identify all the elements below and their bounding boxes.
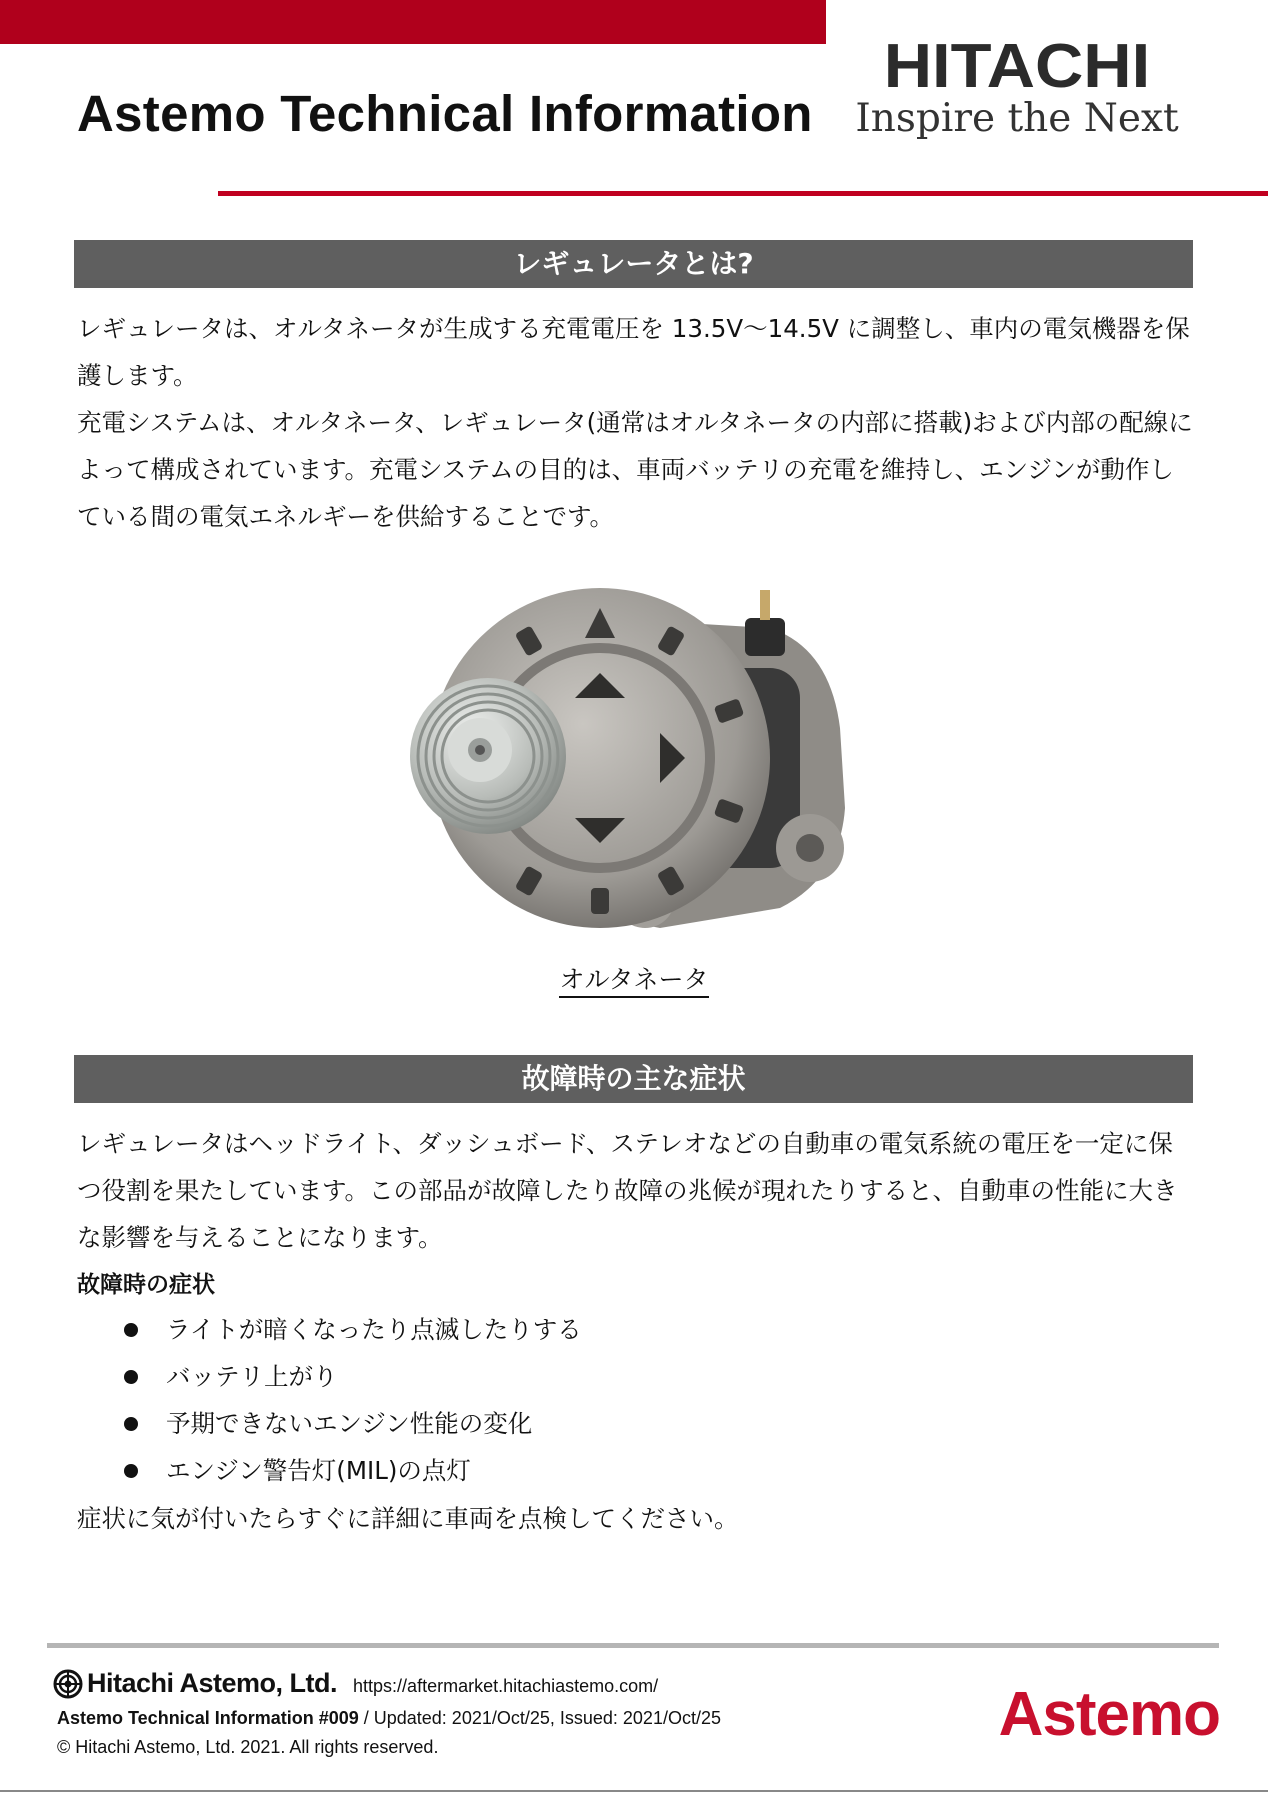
bottom-rule xyxy=(0,1790,1268,1792)
hitachi-logo xyxy=(832,34,1202,140)
section1-paragraph-1: レギュレータは、オルタネータが生成する充電電圧を 13.5V～14.5V に調整し、車内の電気機器を保護します。 xyxy=(77,314,1190,390)
section1-paragraph-2: 充電システムは、オルタネータ、レギュレータ(通常はオルタネータの内部に搭載)および内部の配線によって構成されています。充電システムの目的は、車両バッテリの充電を維持し、エンジンが動作している間の電気エネルギーを供給することです。 xyxy=(77,408,1193,531)
footer-company-name: Hitachi Astemo, Ltd. xyxy=(87,1668,338,1698)
footer-copyright: © Hitachi Astemo, Ltd. 2021. All rights reserved. xyxy=(57,1737,439,1757)
hitachi-logo-word: HITACHI xyxy=(883,32,1151,101)
bullet-icon xyxy=(124,1417,138,1431)
footer-dates: / Updated: 2021/Oct/25, Issued: 2021/Oct/25 xyxy=(358,1708,721,1728)
symptom-text: エンジン警告灯(MIL)の点灯 xyxy=(166,1456,471,1485)
header-divider xyxy=(218,191,1268,196)
bullet-icon xyxy=(124,1370,138,1384)
top-accent-bar xyxy=(0,0,826,44)
hitachi-mark-icon xyxy=(53,1669,83,1699)
page-title: Astemo Technical Information xyxy=(77,85,813,142)
bullet-icon xyxy=(124,1464,138,1478)
section2-paragraph: レギュレータはヘッドライト、ダッシュボード、ステレオなどの自動車の電気系統の電圧を一定に保つ役割を果たしています。この部品が故障したり故障の兆候が現れたりすると、自動車の性能に大きな影響を与えることになります。 xyxy=(77,1129,1178,1252)
bullet-icon xyxy=(124,1323,138,1337)
footer-divider xyxy=(47,1643,1219,1648)
footer-doc-info xyxy=(57,1708,721,1729)
section-heading-regulator: レギュレータとは? xyxy=(74,240,1193,288)
astemo-logo: Astemo xyxy=(998,1680,1220,1749)
section-heading-symptoms: 故障時の主な症状 xyxy=(74,1055,1193,1103)
symptom-text: 予期できないエンジン性能の変化 xyxy=(166,1409,533,1438)
hitachi-logo-tagline: Inspire the Next xyxy=(855,96,1179,141)
symptom-text: ライトが暗くなったり点滅したりする xyxy=(166,1315,582,1344)
symptom-text: バッテリ上がり xyxy=(166,1362,338,1391)
closing-note: 症状に気が付いたらすぐに詳細に車両を点検してください。 xyxy=(77,1504,739,1533)
symptoms-subheading: 故障時の症状 xyxy=(77,1272,215,1298)
image-caption-text: オルタネータ xyxy=(559,965,708,998)
footer-url-link[interactable]: https://aftermarket.hitachiastemo.com/ xyxy=(353,1676,659,1696)
footer-doc-id: Astemo Technical Information #009 xyxy=(57,1708,359,1728)
footer-company xyxy=(53,1668,658,1699)
alternator-image xyxy=(400,578,870,958)
image-caption xyxy=(0,960,1268,996)
